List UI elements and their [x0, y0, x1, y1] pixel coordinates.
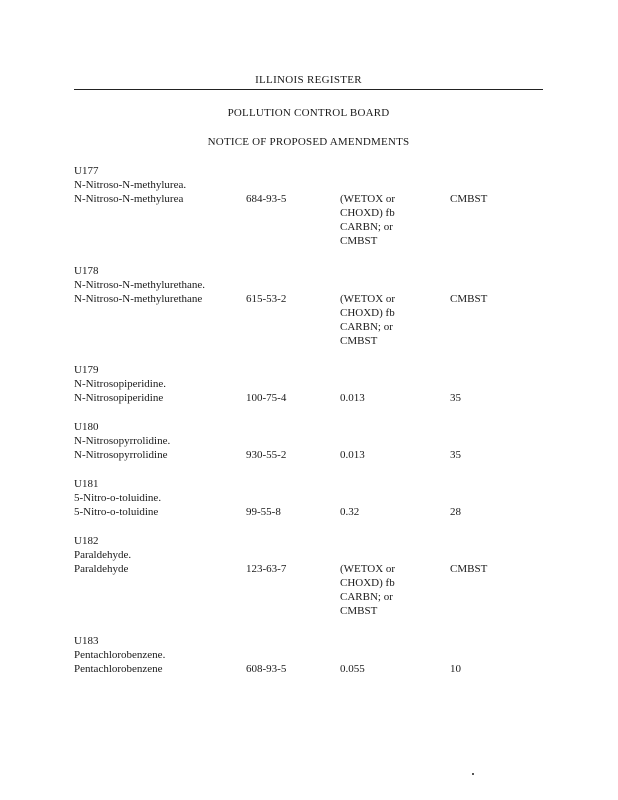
table-row — [74, 634, 544, 676]
waste-description: 5-Nitro-o-toluidine. — [74, 492, 162, 504]
table-row — [74, 264, 544, 347]
constituent-row — [74, 391, 544, 405]
waste-description: N-Nitrosopiperidine. — [74, 378, 166, 390]
waste-code: U179 — [74, 364, 99, 376]
constituent-name: N-Nitrosopiperidine — [74, 392, 164, 404]
constituent-row — [74, 562, 544, 617]
waste-code: U182 — [74, 535, 99, 547]
standard-line: 0.32 — [340, 506, 360, 518]
wastewater-standard — [340, 662, 365, 676]
table-row — [74, 420, 544, 462]
nonwastewater-standard: 35 — [450, 449, 461, 461]
header-rule — [74, 89, 543, 90]
standard-line: CHOXD) fb — [340, 207, 395, 219]
standard-line: (WETOX or — [340, 293, 396, 305]
wastewater-standard — [340, 505, 359, 519]
cas-number: 930-55-2 — [246, 449, 287, 461]
nonwastewater-standard: 28 — [450, 506, 461, 518]
standard-line: CMBST — [340, 605, 378, 617]
cas-number: 615-53-2 — [246, 293, 287, 305]
waste-description: N-Nitroso-N-methylurethane. — [74, 279, 206, 291]
waste-code: U177 — [74, 165, 99, 177]
nonwastewater-standard: CMBST — [450, 563, 488, 575]
wastewater-standard — [340, 192, 395, 248]
waste-description: Pentachlorobenzene. — [74, 649, 166, 661]
table-row — [74, 363, 544, 405]
waste-code: U183 — [74, 635, 99, 647]
table-row — [74, 164, 544, 247]
standard-line: (WETOX or — [340, 563, 396, 575]
constituent-row — [74, 448, 544, 462]
standard-line: (WETOX or — [340, 193, 396, 205]
constituent-name: Paraldehyde — [74, 563, 129, 575]
cas-number: 100-75-4 — [246, 392, 287, 404]
standard-line: CARBN; or — [340, 321, 393, 333]
nonwastewater-standard: 35 — [450, 392, 461, 404]
table-row — [74, 477, 544, 519]
standard-line: CHOXD) fb — [340, 577, 395, 589]
constituent-row — [74, 662, 544, 676]
nonwastewater-standard: CMBST — [450, 293, 488, 305]
constituent-row — [74, 192, 544, 247]
constituent-name: 5-Nitro-o-toluidine — [74, 506, 159, 518]
table-row — [74, 534, 544, 617]
nonwastewater-standard: 10 — [450, 663, 461, 675]
cas-number: 99-55-8 — [246, 506, 281, 518]
waste-description: Paraldehyde. — [74, 549, 132, 561]
cas-number: 608-93-5 — [246, 663, 287, 675]
standard-line: 0.013 — [340, 449, 365, 461]
board-title: POLLUTION CONTROL BOARD — [227, 107, 390, 119]
wastewater-standard — [340, 448, 365, 462]
wastewater-standard — [340, 562, 395, 618]
constituent-row — [74, 505, 544, 519]
register-title: ILLINOIS REGISTER — [255, 74, 362, 86]
constituent-name: N-Nitrosopyrrolidine — [74, 449, 168, 461]
waste-code: U178 — [74, 265, 99, 277]
waste-description: N-Nitrosopyrrolidine. — [74, 435, 171, 447]
notice-title: NOTICE OF PROPOSED AMENDMENTS — [207, 136, 410, 148]
standard-line: CARBN; or — [340, 591, 393, 603]
standard-line: CARBN; or — [340, 221, 393, 233]
standard-line: CMBST — [340, 235, 378, 247]
cas-number: 123-63-7 — [246, 563, 287, 575]
waste-description: N-Nitroso-N-methylurea. — [74, 179, 187, 191]
constituent-name: N-Nitroso-N-methylurethane — [74, 293, 203, 305]
standard-line: CMBST — [340, 335, 378, 347]
wastewater-standard — [340, 292, 395, 348]
nonwastewater-standard: CMBST — [450, 193, 488, 205]
wastewater-standard — [340, 391, 365, 405]
standard-line: 0.013 — [340, 392, 365, 404]
scan-speck — [472, 773, 474, 775]
constituent-name: Pentachlorobenzene — [74, 663, 163, 675]
waste-code: U180 — [74, 421, 99, 433]
waste-code: U181 — [74, 478, 99, 490]
cas-number: 684-93-5 — [246, 193, 287, 205]
constituent-row — [74, 292, 544, 347]
page-header — [74, 74, 543, 90]
standard-line: 0.055 — [340, 663, 365, 675]
constituent-name: N-Nitroso-N-methylurea — [74, 193, 184, 205]
standard-line: CHOXD) fb — [340, 307, 395, 319]
